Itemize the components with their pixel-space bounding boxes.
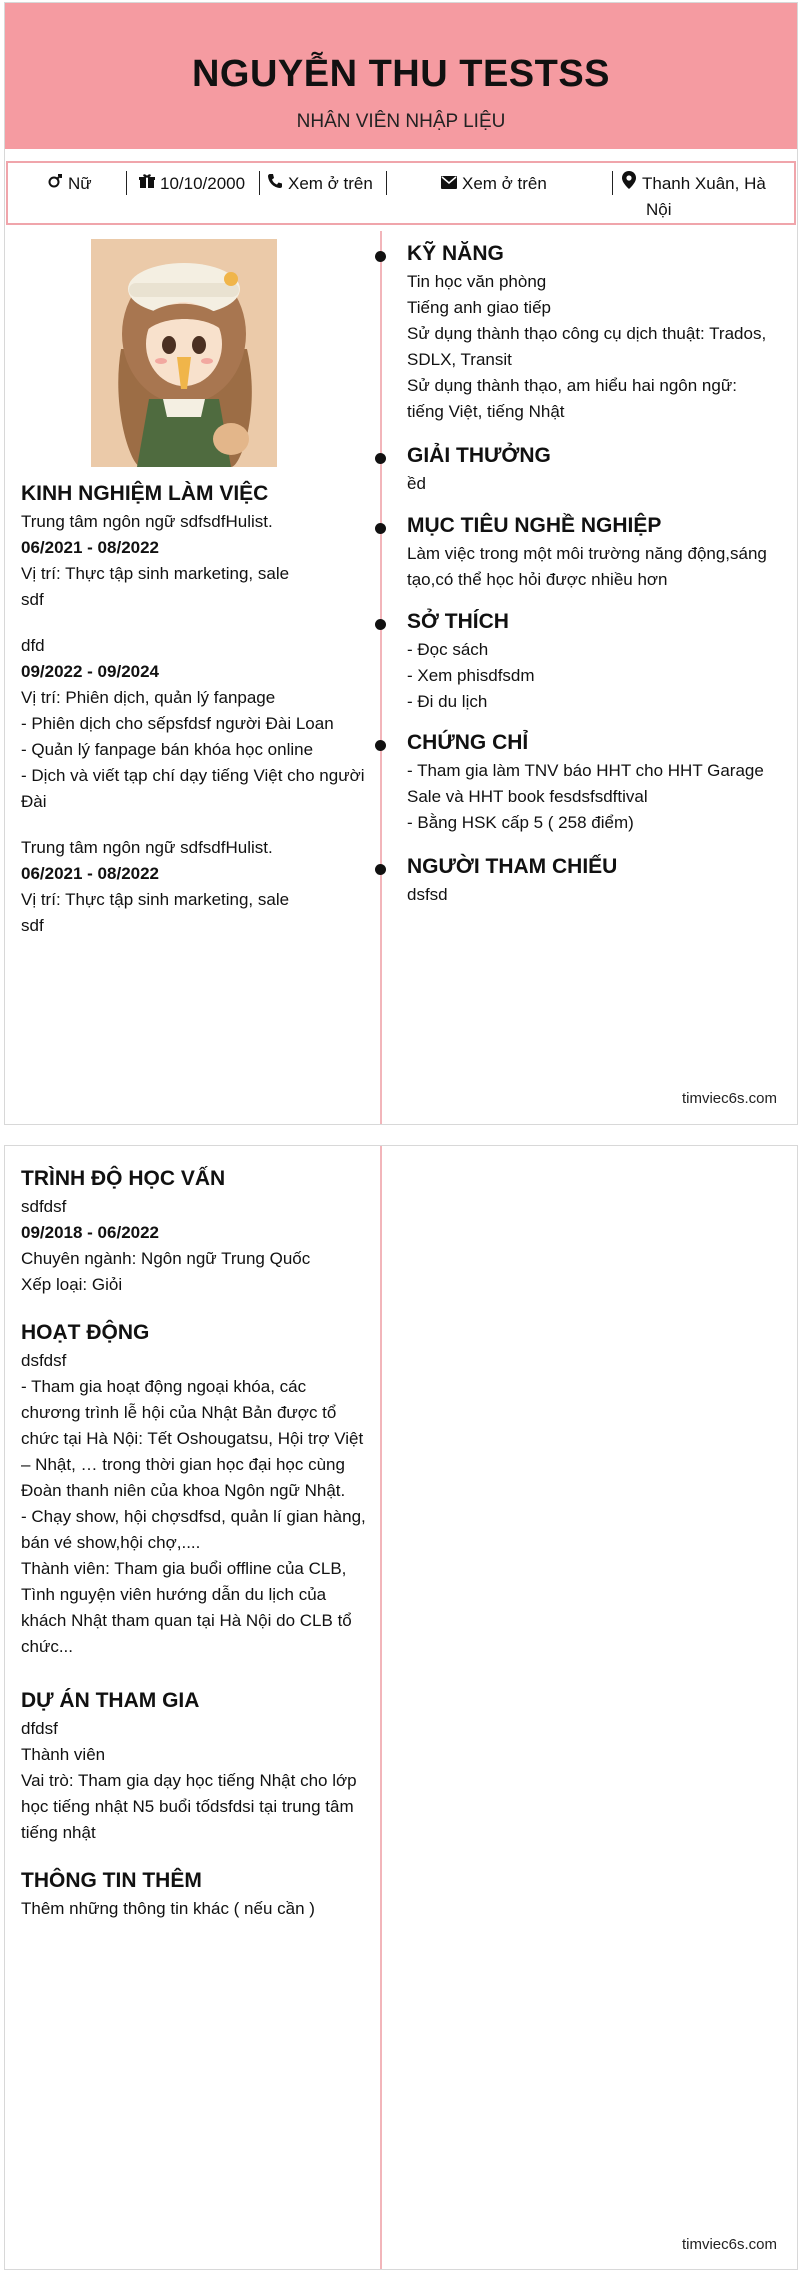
experience-item xyxy=(21,509,371,613)
timeline-dot xyxy=(375,453,386,464)
activity-line: – Nhật, … trong thời gian học đại học cùng xyxy=(21,1455,345,1474)
email-value: Xem ở trên xyxy=(462,174,547,193)
activity-line: Thành viên: Tham gia buổi offline của CLB, xyxy=(21,1559,347,1578)
objective-section xyxy=(407,511,775,593)
education-section xyxy=(21,1164,371,1298)
more-info-heading: THÔNG TIN THÊM xyxy=(21,1869,202,1892)
phone-value: Xem ở trên xyxy=(288,174,373,193)
education-heading: TRÌNH ĐỘ HỌC VẤN xyxy=(21,1167,226,1190)
experience-line: Vị trí: Phiên dịch, quản lý fanpage xyxy=(21,688,276,707)
activity-line: khách Nhật tham quan tại Hà Nội do CLB tổ xyxy=(21,1611,352,1630)
project-line: tiếng nhật xyxy=(21,1823,96,1842)
certificate-line: Sale và HHT book fesdsfsdftival xyxy=(407,787,648,806)
references-heading: NGƯỜI THAM CHIẾU xyxy=(407,855,618,878)
activity-line: Tình nguyện viên hướng dẫn du lịch của xyxy=(21,1585,327,1604)
certificate-line: - Tham gia làm TNV báo HHT cho HHT Garage xyxy=(407,761,764,780)
activities-heading: HOẠT ĐỘNG xyxy=(21,1321,150,1344)
contact-divider xyxy=(612,171,613,195)
objective-heading: MỤC TIÊU NGHỀ NGHIỆP xyxy=(407,514,662,537)
certificates-section xyxy=(407,728,775,836)
experience-line: sdf xyxy=(21,590,44,609)
awards-section xyxy=(407,441,775,497)
project-line: Vai trò: Tham gia dạy học tiếng Nhật cho lớp xyxy=(21,1771,357,1790)
column-divider xyxy=(380,1146,382,2269)
address-line-1: Thanh Xuân, Hà xyxy=(642,174,766,193)
education-line: Chuyên ngành: Ngôn ngữ Trung Quốc xyxy=(21,1249,311,1268)
venus-mars-icon xyxy=(46,172,64,197)
certificates-heading: CHỨNG CHỈ xyxy=(407,731,529,754)
experience-section xyxy=(21,479,371,939)
experience-item xyxy=(21,633,371,815)
experience-line: - Dịch và viết tạp chí dạy tiếng Việt cho người xyxy=(21,766,365,785)
skill-line: Tiếng anh giao tiếp xyxy=(407,298,551,317)
projects-section xyxy=(21,1686,371,1846)
experience-company: Trung tâm ngôn ngữ sdfsdfHulist. xyxy=(21,838,273,857)
projects-heading: DỰ ÁN THAM GIA xyxy=(21,1689,200,1712)
contact-divider xyxy=(386,171,387,195)
hobby-line: - Xem phisdfsdm xyxy=(407,666,535,685)
contact-email[interactable] xyxy=(440,171,547,197)
project-role: Thành viên xyxy=(21,1745,106,1764)
certificate-line: - Bằng HSK cấp 5 ( 258 điểm) xyxy=(407,813,634,832)
birthday-value: 10/10/2000 xyxy=(160,174,246,193)
candidate-name: NGUYỄN THU TESTSS xyxy=(191,53,611,95)
column-divider xyxy=(380,231,382,1124)
job-title: NHÂN VIÊN NHẬP LIỆU xyxy=(296,111,506,132)
reference-line: dsfsd xyxy=(407,885,448,904)
experience-line: Đài xyxy=(21,792,47,811)
experience-company: dfd xyxy=(21,636,45,655)
award-line: ềd xyxy=(407,474,426,493)
experience-line: Vị trí: Thực tập sinh marketing, sale xyxy=(21,564,290,583)
contact-birthday xyxy=(138,171,245,197)
avatar xyxy=(91,239,277,467)
contact-gender xyxy=(46,171,92,197)
project-name: dfdsf xyxy=(21,1719,58,1738)
hobby-line: - Đọc sách xyxy=(407,640,489,659)
address-line-2: Nội xyxy=(646,200,672,219)
skills-heading: KỸ NĂNG xyxy=(407,242,504,265)
activity-org: dsfdsf xyxy=(21,1351,67,1370)
skill-line: Tin học văn phòng xyxy=(407,272,547,291)
objective-line: Làm việc trong một môi trường năng động,sáng xyxy=(407,544,767,563)
experience-line: Vị trí: Thực tập sinh marketing, sale xyxy=(21,890,290,909)
experience-line: - Phiên dịch cho sếpsfdsf người Đài Loan xyxy=(21,714,334,733)
activity-line: chức... xyxy=(21,1637,74,1656)
timeline-dot xyxy=(375,251,386,262)
experience-period: 09/2022 - 09/2024 xyxy=(21,662,160,681)
activity-line: chức tại Hà Nội: Tết Oshougatsu, Hội trợ Việt xyxy=(21,1429,364,1448)
skill-line: Sử dụng thành thạo, am hiểu hai ngôn ngữ: xyxy=(407,376,737,395)
education-line: Xếp loại: Giỏi xyxy=(21,1275,123,1294)
cv-header xyxy=(5,3,797,149)
experience-line: sdf xyxy=(21,916,44,935)
experience-period: 06/2021 - 08/2022 xyxy=(21,538,160,557)
activity-line: bán vé show,hội chợ,.... xyxy=(21,1533,201,1552)
experience-period: 06/2021 - 08/2022 xyxy=(21,864,160,883)
project-line: học tiếng nhật N5 buổi tốdsfdsi tại trung tâm xyxy=(21,1797,354,1816)
envelope-icon xyxy=(440,172,458,197)
more-info-line: Thêm những thông tin khác ( nếu cần ) xyxy=(21,1899,315,1918)
experience-company: Trung tâm ngôn ngữ sdfsdfHulist. xyxy=(21,512,273,531)
more-info-section xyxy=(21,1866,371,1922)
skills-section xyxy=(407,239,775,425)
skill-line: Sử dụng thành thạo công cụ dịch thuật: Trados, xyxy=(407,324,767,343)
cv-page-1 xyxy=(4,2,798,1125)
map-marker-icon xyxy=(620,171,638,197)
footer-brand: timviec6s.com xyxy=(681,2236,777,2253)
objective-line: tạo,có thể học hỏi được nhiều hơn xyxy=(407,570,668,589)
activity-line: - Chạy show, hội chợsdfsd, quản lí gian hàng, xyxy=(21,1507,366,1526)
phone-icon xyxy=(266,172,284,197)
activity-line: - Tham gia hoạt động ngoại khóa, các xyxy=(21,1377,307,1396)
timeline-dot xyxy=(375,619,386,630)
experience-item xyxy=(21,835,371,939)
experience-line: - Quản lý fanpage bán khóa học online xyxy=(21,740,314,759)
contact-address xyxy=(620,171,790,222)
education-school: sdfdsf xyxy=(21,1197,67,1216)
awards-heading: GIẢI THƯỞNG xyxy=(407,444,551,467)
timeline-dot xyxy=(375,864,386,875)
activity-line: chương trình lễ hội của Nhật Bản được tổ xyxy=(21,1403,337,1422)
experience-heading: KINH NGHIỆM LÀM VIỆC xyxy=(21,482,269,505)
hobbies-section xyxy=(407,607,775,715)
hobbies-heading: SỞ THÍCH xyxy=(407,610,509,633)
contact-bar xyxy=(6,161,796,225)
references-section xyxy=(407,852,775,908)
contact-divider xyxy=(259,171,260,195)
contact-divider xyxy=(126,171,127,195)
education-period: 09/2018 - 06/2022 xyxy=(21,1223,160,1242)
gift-icon xyxy=(138,172,156,197)
skill-line: SDLX, Transit xyxy=(407,350,512,369)
footer-brand: timviec6s.com xyxy=(681,1090,777,1107)
timeline-dot xyxy=(375,523,386,534)
contact-phone xyxy=(266,171,373,197)
activities-section xyxy=(21,1318,371,1660)
activity-line: Đoàn thanh niên của khoa Ngôn ngữ Nhật. xyxy=(21,1481,346,1500)
hobby-line: - Đi du lịch xyxy=(407,692,488,711)
skill-line: tiếng Việt, tiếng Nhật xyxy=(407,402,565,421)
gender-value: Nữ xyxy=(68,174,92,193)
timeline-dot xyxy=(375,740,386,751)
cv-page-2 xyxy=(4,1145,798,2270)
